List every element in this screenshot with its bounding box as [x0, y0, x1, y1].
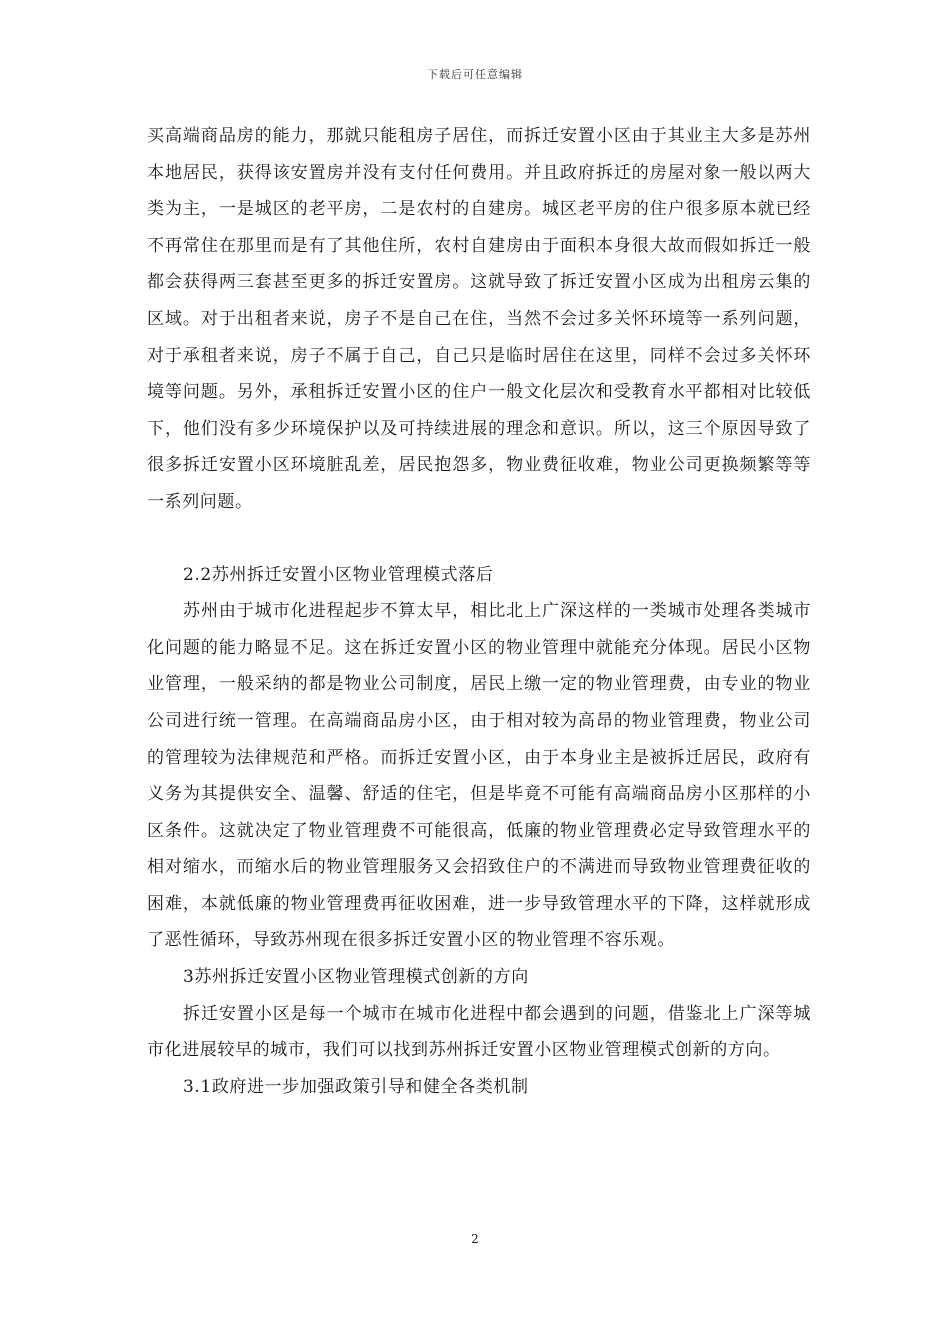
section-heading-2-2: 2.2苏州拆迁安置小区物业管理模式落后	[183, 564, 494, 585]
section-heading-3: 3苏州拆迁安置小区物业管理模式创新的方向	[183, 967, 529, 988]
section-heading-3-1: 3.1政府进一步加强政策引导和健全各类机制	[183, 1076, 529, 1097]
paragraph-3-body: 拆迁安置小区是每一个城市在城市化进程中都会遇到的问题，借鉴北上广深等城市化进展较早的城市，我们可以找到苏州拆迁安置小区物业管理模式创新的方向。	[147, 1003, 811, 1061]
document-body	[147, 118, 811, 1105]
paragraph-2-2-body: 苏州由于城市化进程起步不算太早，相比北上广深这样的一类城市处理各类城市化问题的能力略显不足。这在拆迁安置小区的物业管理中就能充分体现。居民小区物业管理，一般采纳的都是物业公司制度，居民上缴一定的物业管理费，由专业的物业公司进行统一管理。在高端商品房小区，由于相对较为高昂的物业管理费，物业公司的管理较为法律规范和严格。而拆迁安置小区，由于本身业主是被拆迁居民，政府有义务为其提供安全、温馨、舒适的住宅，但是毕竟不可能有高端商品房小区那样的小区条件。这就决定了物业管理费不可能很高，低廉的物业管理费必定导致管理水平的相对缩水，而缩水后的物业管理服务又会招致住户的不满进而导致物业管理费征收的困难，本就低廉的物业管理费再征收困难，进一步导致管理水平的下降，这样就形成了恶性循环，导致苏州现在很多拆迁安置小区的物业管理不容乐观。	[147, 601, 811, 951]
paragraph-continued: 买高端商品房的能力，那就只能租房子居住，而拆迁安置小区由于其业主大多是苏州本地居民，获得该安置房并没有支付任何费用。并且政府拆迁的房屋对象一般以两大类为主，一是城区的老平房，二是农村的自建房。城区老平房的住户很多原本就已经不再常住在那里而是有了其他住所，农村自建房由于面积本身很大故而假如拆迁一般都会获得两三套甚至更多的拆迁安置房。这就导致了拆迁安置小区成为出租房云集的区域。对于出租者来说，房子不是自己在住，当然不会过多关怀环境等一系列问题，对于承租者来说，房子不属于自己，自己只是临时居住在这里，同样不会过多关怀环境等问题。另外，承租拆迁安置小区的住户一般文化层次和受教育水平都相对比较低下，他们没有多少环境保护以及可持续进展的理念和意识。所以，这三个原因导致了很多拆迁安置小区环境脏乱差，居民抱怨多，物业费征收难，物业公司更换频繁等等一系列问题。	[147, 126, 811, 512]
paragraph-spacer	[147, 521, 811, 557]
page-header: 下载后可任意编辑	[427, 68, 523, 81]
page-number: 2	[471, 1232, 479, 1246]
